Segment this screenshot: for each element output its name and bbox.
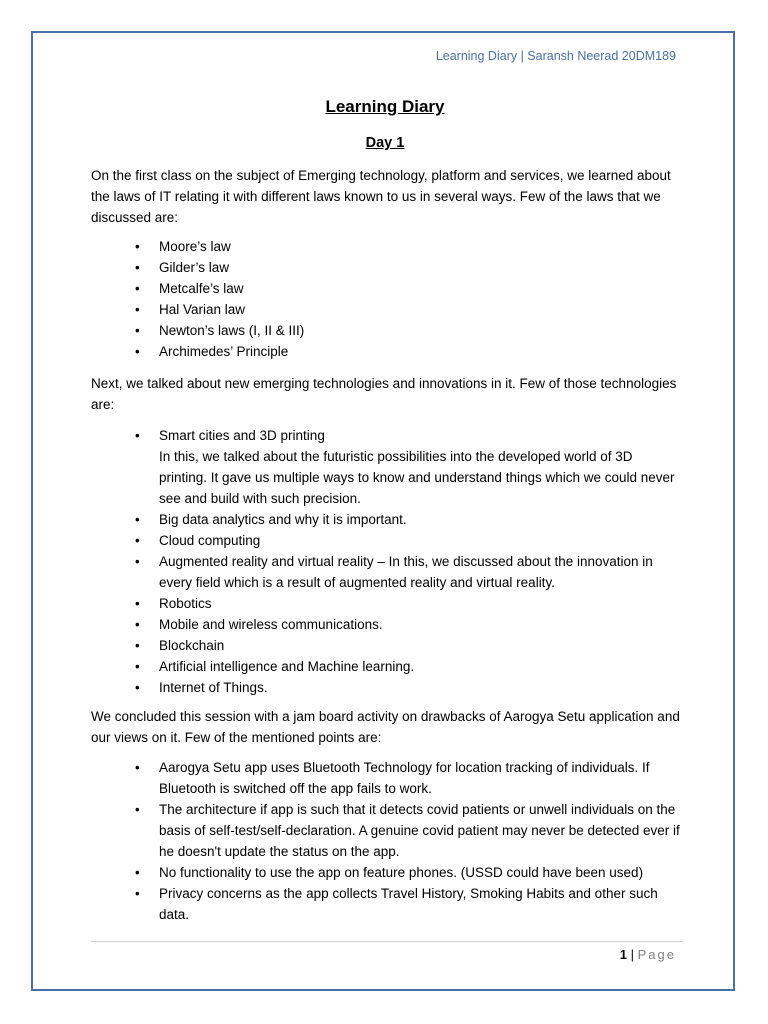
law-list-item: • Archimedes’ Principle (91, 341, 683, 362)
technology-list-item: • Smart cities and 3D printing In this, we talked about the futuristic possibilities into the developed world of 3D printing. It gave us multiple ways to know and understand things which we could never see and build with such precision. (91, 425, 683, 509)
document-title: Learning Diary (325, 97, 445, 116)
technology-list-item: • Augmented reality and virtual reality – In this, we discussed about the innovation in every field which is a result of augmented reality and virtual reality. (91, 551, 683, 593)
drawback-list-item: • The architecture if app is such that it detects covid patients or unwell individuals on the basis of self-test/self-declaration. A genuine covid patient may never be detected ever if he doesn't update the status on the app. (91, 799, 683, 862)
technology-list-item: • Artificial intelligence and Machine learning. (91, 656, 683, 677)
day-heading: Day 1 (365, 135, 405, 151)
intro-paragraph: On the first class on the subject of Emerging technology, platform and services, we learned about the laws of IT relating it with different laws known to us in several ways. Few of the laws that we discussed are: (91, 168, 671, 225)
technologies-list (91, 425, 683, 698)
drawback-list-item: • Privacy concerns as the app collects Travel History, Smoking Habits and other such data. (91, 883, 683, 925)
page-header: Learning Diary | Saransh Neerad 20DM189 (435, 49, 676, 63)
drawbacks-list (91, 757, 683, 925)
technology-list-item: • Cloud computing (91, 530, 683, 551)
technology-list-item: • Internet of Things. (91, 677, 683, 698)
law-list-item: • Gilder’s law (91, 257, 683, 278)
law-list-item: • Metcalfe’s law (91, 278, 683, 299)
page-number: 1 (619, 947, 628, 962)
law-list-item: • Newton’s laws (I, II & III) (91, 320, 683, 341)
drawback-list-item: • Aarogya Setu app uses Bluetooth Technology for location tracking of individuals. If Bluetooth is switched off the app fails to work. (91, 757, 683, 799)
technologies-intro-paragraph: Next, we talked about new emerging technologies and innovations in it. Few of those technologies are: (91, 376, 677, 412)
technology-list-item: • Blockchain (91, 635, 683, 656)
document-page (31, 31, 735, 991)
technology-list-item: • Robotics (91, 593, 683, 614)
law-list-item: • Moore’s law (91, 236, 683, 257)
law-list-item: • Hal Varian law (91, 299, 683, 320)
footer-divider (91, 941, 683, 942)
drawback-list-item: • No functionality to use the app on feature phones. (USSD could have been used) (91, 862, 683, 883)
laws-list (91, 236, 683, 362)
technology-list-item: • Mobile and wireless communications. (91, 614, 683, 635)
footer-separator: | (627, 947, 638, 962)
page-label: Page (637, 947, 676, 962)
technology-list-item: • Big data analytics and why it is important. (91, 509, 683, 530)
page-footer (620, 947, 676, 962)
conclusion-paragraph: We concluded this session with a jam board activity on drawbacks of Aarogya Setu application and our views on it. Few of the mentioned points are: (91, 709, 680, 745)
